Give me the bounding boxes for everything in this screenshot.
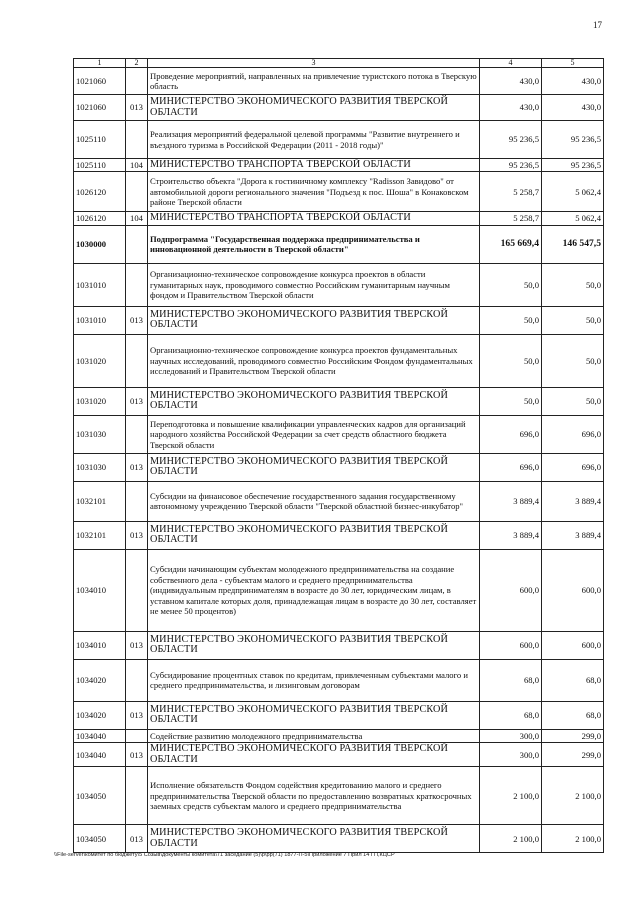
name-cell: Организационно-техническое сопровождение конкурса проектов фундаментальных научных исследований, проводимого совместно Российским Фондом фундаментальных исследований и Правительством Тверской области [148, 334, 480, 387]
gr-cell [126, 729, 148, 742]
name-cell: МИНИСТЕРСТВО ЭКОНОМИЧЕСКОГО РАЗВИТИЯ ТВЕРСКОЙ ОБЛАСТИ [148, 521, 480, 549]
value-col5-cell: 95 236,5 [542, 121, 604, 159]
value-col5-cell: 2 100,0 [542, 767, 604, 825]
value-col4-cell: 68,0 [480, 659, 542, 701]
budget-table [73, 58, 604, 853]
gr-cell [126, 549, 148, 631]
header-col-1: 1 [74, 59, 126, 68]
value-col5-cell: 68,0 [542, 659, 604, 701]
value-col4-cell: 3 889,4 [480, 481, 542, 521]
name-cell: Субсидии начинающим субъектам молодежного предпринимательства на создание собственного дела - субъектам малого и среднего предпринимательства (индивидуальным предпринимателям в возрасте до 30 лет, юридическим лицам, в уставном капитале которых доля, принадлежащая лицам в возрасте до 30 лет, составляет не менее 50 процентов) [148, 549, 480, 631]
code-cell: 1032101 [74, 481, 126, 521]
table-row [74, 743, 604, 767]
value-col5-cell: 600,0 [542, 549, 604, 631]
gr-cell [126, 225, 148, 263]
header-col-3: 3 [148, 59, 480, 68]
name-cell: МИНИСТЕРСТВО ЭКОНОМИЧЕСКОГО РАЗВИТИЯ ТВЕРСКОЙ ОБЛАСТИ [148, 631, 480, 659]
value-col4-cell: 3 889,4 [480, 521, 542, 549]
value-col4-cell: 50,0 [480, 334, 542, 387]
code-cell: 1034020 [74, 659, 126, 701]
table-row [74, 659, 604, 701]
file-path-footer: \\File-server\комитет по бюджету\5 Созыв\документы комитета\71 заседание (5)\р\рр(71) 1877-П-5\Приложение 7 Прил 14 ГП,КЦСР [54, 852, 395, 858]
table-row [74, 453, 604, 481]
code-cell: 1031030 [74, 415, 126, 453]
code-cell: 1025110 [74, 159, 126, 172]
value-col5-cell: 2 100,0 [542, 825, 604, 853]
code-cell: 1032101 [74, 521, 126, 549]
code-cell: 1034010 [74, 631, 126, 659]
value-col5-cell: 696,0 [542, 453, 604, 481]
code-cell: 1021060 [74, 68, 126, 95]
gr-cell: 013 [126, 95, 148, 121]
name-cell: МИНИСТЕРСТВО ЭКОНОМИЧЕСКОГО РАЗВИТИЯ ТВЕРСКОЙ ОБЛАСТИ [148, 387, 480, 415]
value-col5-cell: 50,0 [542, 306, 604, 334]
value-col4-cell: 50,0 [480, 306, 542, 334]
name-cell: Проведение мероприятий, направленных на привлечение туристского потока в Тверскую область [148, 68, 480, 95]
value-col4-cell: 600,0 [480, 549, 542, 631]
code-cell: 1034040 [74, 729, 126, 742]
gr-cell [126, 415, 148, 453]
gr-cell [126, 263, 148, 306]
table-row [74, 481, 604, 521]
table-row [74, 225, 604, 263]
value-col4-cell: 2 100,0 [480, 825, 542, 853]
code-cell: 1031020 [74, 387, 126, 415]
gr-cell [126, 121, 148, 159]
name-cell: МИНИСТЕРСТВО ЭКОНОМИЧЕСКОГО РАЗВИТИЯ ТВЕРСКОЙ ОБЛАСТИ [148, 306, 480, 334]
name-cell: МИНИСТЕРСТВО ТРАНСПОРТА ТВЕРСКОЙ ОБЛАСТИ [148, 212, 480, 225]
table-row [74, 212, 604, 225]
table-row [74, 121, 604, 159]
table-row [74, 95, 604, 121]
code-cell: 1034050 [74, 825, 126, 853]
code-cell: 1031010 [74, 306, 126, 334]
value-col4-cell: 696,0 [480, 453, 542, 481]
value-col4-cell: 300,0 [480, 743, 542, 767]
name-cell: Реализация мероприятий федеральной целевой программы "Развитие внутреннего и въездного туризма в Российской Федерации (2011 - 2018 годы)" [148, 121, 480, 159]
value-col5-cell: 3 889,4 [542, 521, 604, 549]
name-cell: Подпрограмма "Государственная поддержка предпринимательства и инновационной деятельности в Тверской области" [148, 225, 480, 263]
table-header-row [74, 59, 604, 68]
value-col5-cell: 5 062,4 [542, 212, 604, 225]
name-cell: МИНИСТЕРСТВО ТРАНСПОРТА ТВЕРСКОЙ ОБЛАСТИ [148, 159, 480, 172]
value-col5-cell: 95 236,5 [542, 159, 604, 172]
value-col4-cell: 165 669,4 [480, 225, 542, 263]
value-col4-cell: 430,0 [480, 68, 542, 95]
gr-cell: 104 [126, 212, 148, 225]
gr-cell: 013 [126, 521, 148, 549]
table-row [74, 521, 604, 549]
value-col4-cell: 600,0 [480, 631, 542, 659]
value-col4-cell: 95 236,5 [480, 159, 542, 172]
value-col4-cell: 430,0 [480, 95, 542, 121]
code-cell: 1030000 [74, 225, 126, 263]
table-row [74, 631, 604, 659]
code-cell: 1034010 [74, 549, 126, 631]
value-col4-cell: 300,0 [480, 729, 542, 742]
gr-cell: 013 [126, 631, 148, 659]
gr-cell: 013 [126, 453, 148, 481]
code-cell: 1034040 [74, 743, 126, 767]
name-cell: Организационно-техническое сопровождение конкурса проектов в области гуманитарных наук, проводимого совместно Российским гуманитарным научным фондом и Правительством Тверской области [148, 263, 480, 306]
gr-cell [126, 334, 148, 387]
gr-cell [126, 659, 148, 701]
name-cell: Субсидии на финансовое обеспечение государственного задания государственному автономному учреждению Тверской области "Тверской областной бизнес-инкубатор" [148, 481, 480, 521]
value-col5-cell: 600,0 [542, 631, 604, 659]
table-row [74, 549, 604, 631]
name-cell: МИНИСТЕРСТВО ЭКОНОМИЧЕСКОГО РАЗВИТИЯ ТВЕРСКОЙ ОБЛАСТИ [148, 701, 480, 729]
value-col5-cell: 50,0 [542, 387, 604, 415]
gr-cell [126, 767, 148, 825]
code-cell: 1026120 [74, 172, 126, 212]
header-col-2: 2 [126, 59, 148, 68]
table-row [74, 701, 604, 729]
name-cell: Строительство объекта "Дорога к гостиничному комплексу "Radisson Завидово" от автомобильной дороги регионального значения "Подъезд к пос. Шоша" в Конаковском районе Тверской области [148, 172, 480, 212]
table-row [74, 729, 604, 742]
code-cell: 1034020 [74, 701, 126, 729]
gr-cell: 013 [126, 387, 148, 415]
value-col5-cell: 299,0 [542, 743, 604, 767]
table-row [74, 68, 604, 95]
name-cell: МИНИСТЕРСТВО ЭКОНОМИЧЕСКОГО РАЗВИТИЯ ТВЕРСКОЙ ОБЛАСТИ [148, 743, 480, 767]
code-cell: 1031030 [74, 453, 126, 481]
code-cell: 1026120 [74, 212, 126, 225]
value-col4-cell: 50,0 [480, 387, 542, 415]
value-col5-cell: 3 889,4 [542, 481, 604, 521]
value-col5-cell: 430,0 [542, 95, 604, 121]
gr-cell: 013 [126, 306, 148, 334]
value-col5-cell: 430,0 [542, 68, 604, 95]
code-cell: 1021060 [74, 95, 126, 121]
table-row [74, 334, 604, 387]
value-col4-cell: 5 258,7 [480, 172, 542, 212]
gr-cell: 104 [126, 159, 148, 172]
table-row [74, 387, 604, 415]
gr-cell [126, 172, 148, 212]
name-cell: Исполнение обязательств Фондом содействия кредитованию малого и среднего предпринимательства Тверской области по предоставлению возвратных краткосрочных заемных средств субъектам малого и среднего предпринимательства [148, 767, 480, 825]
value-col4-cell: 5 258,7 [480, 212, 542, 225]
value-col5-cell: 696,0 [542, 415, 604, 453]
name-cell: МИНИСТЕРСТВО ЭКОНОМИЧЕСКОГО РАЗВИТИЯ ТВЕРСКОЙ ОБЛАСТИ [148, 453, 480, 481]
gr-cell [126, 68, 148, 95]
value-col5-cell: 50,0 [542, 263, 604, 306]
value-col4-cell: 2 100,0 [480, 767, 542, 825]
table-row [74, 159, 604, 172]
value-col5-cell: 299,0 [542, 729, 604, 742]
table-row [74, 263, 604, 306]
table-row [74, 767, 604, 825]
gr-cell: 013 [126, 743, 148, 767]
code-cell: 1031020 [74, 334, 126, 387]
table-row [74, 825, 604, 853]
code-cell: 1034050 [74, 767, 126, 825]
code-cell: 1025110 [74, 121, 126, 159]
code-cell: 1031010 [74, 263, 126, 306]
table-row [74, 172, 604, 212]
page-number: 17 [593, 20, 602, 30]
name-cell: МИНИСТЕРСТВО ЭКОНОМИЧЕСКОГО РАЗВИТИЯ ТВЕРСКОЙ ОБЛАСТИ [148, 825, 480, 853]
name-cell: Субсидирование процентных ставок по кредитам, привлеченным субъектами малого и среднего предпринимательства, и лизинговым договорам [148, 659, 480, 701]
gr-cell [126, 481, 148, 521]
header-col-5: 5 [542, 59, 604, 68]
table-row [74, 415, 604, 453]
value-col5-cell: 50,0 [542, 334, 604, 387]
value-col5-cell: 68,0 [542, 701, 604, 729]
value-col5-cell: 5 062,4 [542, 172, 604, 212]
value-col4-cell: 95 236,5 [480, 121, 542, 159]
table-body [74, 68, 604, 853]
gr-cell: 013 [126, 825, 148, 853]
gr-cell: 013 [126, 701, 148, 729]
name-cell: МИНИСТЕРСТВО ЭКОНОМИЧЕСКОГО РАЗВИТИЯ ТВЕРСКОЙ ОБЛАСТИ [148, 95, 480, 121]
value-col5-cell: 146 547,5 [542, 225, 604, 263]
name-cell: Содействие развитию молодежного предпринимательства [148, 729, 480, 742]
value-col4-cell: 50,0 [480, 263, 542, 306]
table-row [74, 306, 604, 334]
value-col4-cell: 68,0 [480, 701, 542, 729]
header-col-4: 4 [480, 59, 542, 68]
name-cell: Переподготовка и повышение квалификации управленческих кадров для организаций народного хозяйства Российской Федерации за счет средств областного бюджета Тверской области [148, 415, 480, 453]
value-col4-cell: 696,0 [480, 415, 542, 453]
